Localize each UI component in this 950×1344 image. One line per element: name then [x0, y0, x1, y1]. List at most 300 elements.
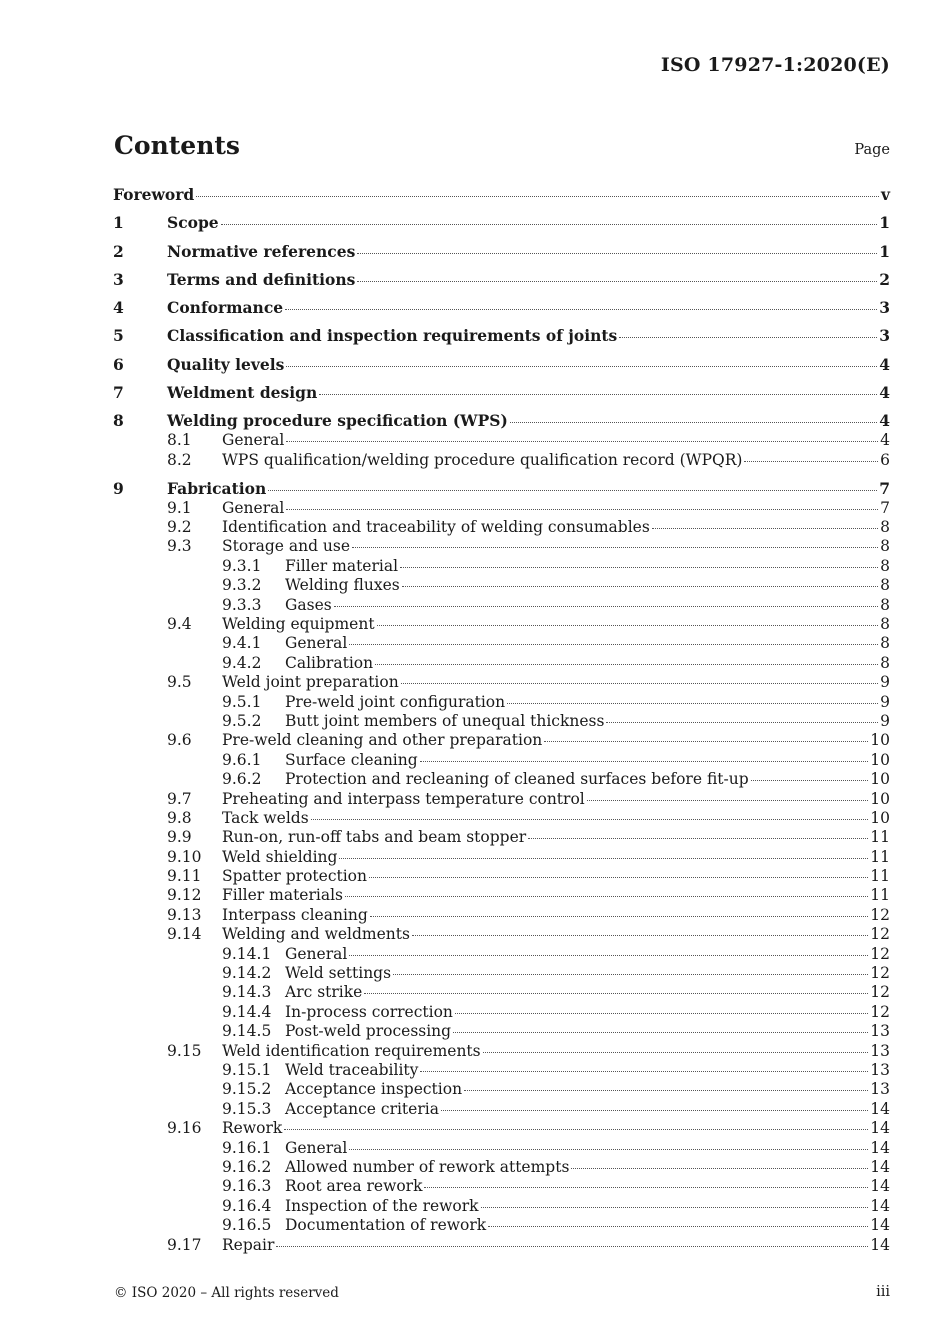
toc-leader-dots: [401, 682, 878, 684]
toc-entry[interactable]: [113, 945, 890, 964]
toc-entry[interactable]: [113, 925, 890, 944]
toc-entry-number: 9.11: [167, 867, 202, 886]
toc-entry-line: [222, 1236, 890, 1254]
toc-entry-line: [222, 537, 890, 555]
toc-entry-title: Gases: [285, 595, 332, 614]
toc-entry-title: Conformance: [167, 298, 284, 318]
toc-entry-title: Post-weld processing: [285, 1022, 452, 1041]
toc-entry-line: [285, 770, 890, 788]
toc-entry-title: Identification and traceability of welding consumables: [222, 518, 650, 537]
toc-entry-page: 11: [870, 847, 890, 866]
toc-entry-number: 4: [113, 298, 124, 318]
toc-leader-dots: [364, 992, 868, 994]
toc-entry-title: Acceptance criteria: [285, 1099, 439, 1118]
toc-entry-line: [167, 213, 890, 232]
toc-entry-number: 5: [113, 326, 124, 346]
toc-entry-page: 8: [880, 615, 890, 633]
toc-entry-page: 14: [870, 1138, 890, 1157]
toc-entry-line: [285, 576, 890, 594]
toc-entry[interactable]: [113, 1139, 890, 1158]
toc-entry[interactable]: [113, 557, 890, 576]
toc-entry-title: Butt joint members of unequal thickness: [285, 711, 605, 730]
toc-entry-line: [222, 673, 890, 691]
toc-entry-number: 9.16.1: [222, 1138, 272, 1157]
toc-entry-page: 12: [870, 1002, 890, 1021]
toc-entry[interactable]: [113, 479, 890, 499]
toc-entry-page: 13: [870, 1022, 890, 1041]
toc-entry[interactable]: [113, 634, 890, 653]
toc-leader-dots: [544, 740, 868, 742]
toc-entry-page: 8: [880, 556, 890, 575]
toc-entry-number: 6: [113, 354, 124, 374]
toc-entry-title: Filler materials: [222, 886, 343, 905]
toc-entry[interactable]: [113, 355, 890, 375]
toc-entry-title: General: [285, 1138, 348, 1157]
toc-entry-page: 14: [870, 1119, 890, 1138]
toc-entry-title: In-process correction: [285, 1002, 453, 1021]
toc-entry[interactable]: [113, 654, 890, 673]
toc-leader-dots: [286, 440, 878, 442]
toc-entry-page: 4: [879, 354, 890, 374]
toc-entry-line: [285, 654, 890, 672]
toc-entry-page: 9: [880, 711, 890, 730]
toc-entry-page: 14: [870, 1216, 890, 1235]
toc-entry[interactable]: [113, 615, 890, 634]
toc-entry-line: [285, 983, 890, 1001]
toc-entry[interactable]: [113, 809, 890, 828]
toc-entry-page: 7: [879, 478, 890, 498]
toc-entry-title: Repair: [222, 1235, 275, 1254]
toc-entry-number: 3: [113, 269, 124, 289]
toc-entry[interactable]: [113, 906, 890, 925]
toc-entry-line: [285, 1216, 890, 1234]
toc-entry-number: 9.6.2: [222, 770, 262, 789]
toc-entry-line: [222, 731, 890, 749]
table-of-contents: [113, 185, 890, 1255]
toc-entry-line: [167, 383, 890, 402]
toc-entry[interactable]: [113, 1003, 890, 1022]
toc-entry[interactable]: [113, 673, 890, 692]
toc-leader-dots: [606, 721, 878, 723]
toc-entry[interactable]: [113, 518, 890, 537]
toc-entry-number: 8.2: [167, 450, 192, 469]
toc-entry-number: 9.14.1: [222, 944, 272, 963]
toc-entry-page: 13: [870, 1060, 890, 1079]
toc-entry[interactable]: [113, 1177, 890, 1196]
toc-leader-dots: [285, 308, 877, 310]
toc-entry-line: [285, 634, 890, 652]
toc-leader-dots: [464, 1089, 868, 1091]
toc-entry-number: 9.12: [167, 886, 202, 905]
toc-entry-page: 10: [870, 731, 890, 750]
toc-leader-dots: [319, 393, 877, 395]
toc-leader-dots: [751, 779, 869, 781]
toc-entry[interactable]: [113, 596, 890, 615]
toc-entry-number: 8: [113, 411, 124, 431]
toc-entry[interactable]: [113, 1061, 890, 1080]
toc-entry-page: 10: [870, 770, 890, 789]
toc-entry-title: General: [222, 498, 285, 517]
toc-entry-number: 1: [113, 213, 124, 233]
toc-leader-dots: [510, 421, 877, 423]
toc-entry-line: [285, 1022, 890, 1040]
toc-entry[interactable]: [113, 576, 890, 595]
toc-leader-dots: [349, 1148, 868, 1150]
toc-leader-dots: [286, 508, 878, 510]
toc-entry-title: Weld settings: [285, 964, 392, 983]
toc-entry-number: 9.8: [167, 808, 192, 827]
toc-entry-line: [285, 557, 890, 575]
toc-entry-line: [222, 451, 890, 469]
toc-entry[interactable]: [113, 1042, 890, 1061]
toc-entry-page: 8: [880, 595, 890, 614]
toc-entry-number: 9.7: [167, 789, 192, 808]
toc-leader-dots: [587, 799, 869, 801]
toc-leader-dots: [420, 760, 869, 762]
toc-entry-page: 8: [880, 518, 890, 537]
toc-entry-page: 14: [870, 1177, 890, 1196]
toc-leader-dots: [412, 934, 868, 936]
toc-leader-dots: [455, 1012, 868, 1014]
toc-entry-page: 11: [870, 828, 890, 847]
doc-id: ISO 17927-1:2020(E): [660, 54, 890, 76]
toc-entry-number: 9.3.2: [222, 576, 262, 595]
toc-entry[interactable]: [113, 537, 890, 556]
toc-entry-page: 10: [870, 750, 890, 769]
toc-entry-number: 9.2: [167, 518, 192, 537]
toc-entry-line: [167, 298, 890, 317]
toc-leader-dots: [441, 1109, 868, 1111]
toc-entry-page: 12: [870, 983, 890, 1002]
toc-entry-title: Acceptance inspection: [285, 1080, 463, 1099]
toc-entry-number: 9.5.2: [222, 711, 262, 730]
toc-entry[interactable]: [113, 326, 890, 346]
toc-entry-title: General: [285, 634, 348, 653]
toc-entry-number: 9.14: [167, 925, 202, 944]
toc-entry-number: 9.3: [167, 537, 192, 556]
toc-entry-title: Root area rework: [285, 1177, 423, 1196]
toc-entry-title: Run-on, run-off tabs and beam stopper: [222, 828, 527, 847]
toc-entry-line: [222, 906, 890, 924]
toc-leader-dots: [352, 546, 878, 548]
toc-entry[interactable]: [113, 1236, 890, 1255]
toc-entry-line: [222, 848, 890, 866]
toc-leader-dots: [349, 643, 878, 645]
toc-entry-title: Terms and definitions: [167, 269, 356, 289]
toc-entry[interactable]: [113, 185, 890, 205]
toc-entry[interactable]: [113, 790, 890, 809]
toc-entry[interactable]: [113, 886, 890, 905]
toc-entry-page: 8: [880, 537, 890, 556]
toc-entry[interactable]: [113, 731, 890, 750]
toc-entry-line: [222, 1119, 890, 1137]
toc-entry[interactable]: [113, 499, 890, 518]
toc-entry-line: [285, 1003, 890, 1021]
toc-entry-number: 9.16.4: [222, 1196, 272, 1215]
toc-entry[interactable]: [113, 298, 890, 318]
toc-entry-title: Scope: [167, 213, 219, 233]
toc-entry-page: 1: [879, 213, 890, 233]
toc-entry-page: 11: [870, 867, 890, 886]
toc-leader-dots: [196, 195, 879, 197]
toc-entry-page: 6: [880, 450, 890, 469]
toc-entry[interactable]: [113, 1022, 890, 1041]
toc-entry-title: Rework: [222, 1119, 283, 1138]
toc-entry-line: [285, 1177, 890, 1195]
toc-leader-dots: [339, 857, 868, 859]
toc-entry-line: [167, 411, 890, 430]
toc-leader-dots: [744, 460, 878, 462]
toc-leader-dots: [276, 1245, 868, 1247]
toc-entry-page: 8: [880, 576, 890, 595]
toc-entry[interactable]: [113, 983, 890, 1002]
toc-entry-title: Quality levels: [167, 354, 285, 374]
toc-entry-page: 4: [879, 411, 890, 431]
toc-entry-line: [285, 1158, 890, 1176]
toc-entry-number: 9.4.2: [222, 653, 262, 672]
toc-entry-line: [167, 479, 890, 498]
toc-entry-number: 9.14.4: [222, 1002, 272, 1021]
page-column-label: Page: [854, 142, 890, 158]
toc-entry[interactable]: [113, 964, 890, 983]
toc-entry-page: 14: [870, 1196, 890, 1215]
toc-entry-line: [222, 615, 890, 633]
toc-entry-page: 12: [870, 905, 890, 924]
toc-entry-page: 14: [870, 1157, 890, 1176]
toc-leader-dots: [528, 837, 868, 839]
toc-leader-dots: [453, 1031, 868, 1033]
toc-entry-line: [285, 964, 890, 982]
toc-entry-number: 9.15: [167, 1041, 202, 1060]
toc-entry-page: 7: [880, 498, 890, 517]
toc-entry-line: [285, 693, 890, 711]
toc-entry-title: Pre-weld cleaning and other preparation: [222, 731, 543, 750]
toc-entry-line: [222, 431, 890, 449]
toc-leader-dots: [488, 1225, 868, 1227]
toc-entry-title: Normative references: [167, 241, 356, 261]
toc-entry[interactable]: [113, 1080, 890, 1099]
toc-entry-line: [167, 355, 890, 374]
toc-entry[interactable]: [113, 270, 890, 290]
toc-leader-dots: [311, 818, 869, 820]
toc-leader-dots: [507, 702, 878, 704]
toc-entry-number: 8.1: [167, 431, 192, 450]
toc-entry-title: Allowed number of rework attempts: [285, 1157, 570, 1176]
toc-entry[interactable]: [113, 411, 890, 431]
toc-entry-title: General: [222, 431, 285, 450]
toc-entry-line: [222, 499, 890, 517]
toc-entry-title: Fabrication: [167, 478, 267, 498]
toc-entry-line: [285, 1139, 890, 1157]
toc-entry-page: 2: [879, 269, 890, 289]
toc-entry-title: Weld joint preparation: [222, 673, 399, 692]
toc-leader-dots: [402, 585, 878, 587]
toc-entry-line: [222, 790, 890, 808]
toc-leader-dots: [375, 663, 878, 665]
toc-entry[interactable]: [113, 213, 890, 233]
toc-entry-number: 9.4.1: [222, 634, 262, 653]
toc-entry-title: Protection and recleaning of cleaned surfaces before fit-up: [285, 770, 749, 789]
toc-entry-title: Welding equipment: [222, 615, 375, 633]
toc-entry-page: 12: [870, 964, 890, 983]
toc-leader-dots: [424, 1186, 868, 1188]
toc-entry-number: 9.9: [167, 828, 192, 847]
toc-entry[interactable]: [113, 848, 890, 867]
toc-entry-title: Welding procedure specification (WPS): [167, 411, 508, 431]
toc-entry-title: Filler material: [285, 556, 399, 575]
toc-entry-page: 12: [870, 925, 890, 944]
toc-entry-line: [285, 596, 890, 614]
toc-leader-dots: [369, 876, 868, 878]
contents-title: Contents: [114, 131, 241, 160]
toc-entry-page: 12: [870, 944, 890, 963]
toc-entry-title: Weldment design: [167, 383, 318, 403]
toc-entry[interactable]: [113, 1197, 890, 1216]
toc-entry-line: [285, 945, 890, 963]
toc-entry-title: Storage and use: [222, 537, 351, 556]
toc-leader-dots: [345, 895, 868, 897]
toc-entry-number: 9.3.3: [222, 595, 262, 614]
toc-entry-page: 4: [880, 431, 890, 450]
toc-entry-number: 9.15.1: [222, 1060, 272, 1079]
toc-entry-title: Surface cleaning: [285, 750, 418, 769]
toc-entry[interactable]: [113, 451, 890, 470]
toc-entry-page: 1: [879, 241, 890, 261]
toc-entry[interactable]: [113, 383, 890, 403]
toc-entry-line: [285, 712, 890, 730]
toc-entry-page: 4: [879, 383, 890, 403]
toc-entry-page: v: [880, 185, 890, 204]
toc-entry-page: 14: [870, 1099, 890, 1118]
toc-entry-page: 14: [870, 1235, 890, 1254]
toc-entry-number: 9: [113, 478, 124, 498]
toc-entry-number: 9.6.1: [222, 750, 262, 769]
toc-leader-dots: [400, 566, 878, 568]
toc-entry-title: Arc strike: [285, 983, 363, 1002]
toc-entry-page: 3: [879, 326, 890, 346]
toc-entry[interactable]: [113, 828, 890, 847]
toc-entry-line: [222, 518, 890, 536]
toc-entry-line: [285, 1100, 890, 1118]
toc-entry[interactable]: [113, 693, 890, 712]
toc-leader-dots: [420, 1070, 868, 1072]
toc-entry-number: 9.16.5: [222, 1216, 272, 1235]
toc-leader-dots: [334, 605, 878, 607]
toc-leader-dots: [268, 489, 877, 491]
toc-leader-dots: [370, 915, 868, 917]
toc-entry-page: 3: [879, 298, 890, 318]
toc-entry-number: 9.14.2: [222, 964, 272, 983]
toc-entry-title: Classification and inspection requirements of joints: [167, 326, 618, 346]
toc-entry-title: Pre-weld joint configuration: [285, 692, 506, 711]
toc-entry-number: 9.4: [167, 615, 192, 633]
toc-leader-dots: [571, 1167, 868, 1169]
toc-entry-title: Spatter protection: [222, 867, 367, 886]
footer-page-number: iii: [876, 1284, 890, 1300]
toc-entry-title: Preheating and interpass temperature control: [222, 789, 585, 808]
toc-entry-line: [222, 867, 890, 885]
toc-entry-line: [113, 185, 890, 204]
toc-entry-line: [167, 242, 890, 261]
toc-leader-dots: [284, 1128, 868, 1130]
toc-entry[interactable]: [113, 770, 890, 789]
toc-entry-title: Foreword: [113, 185, 195, 204]
toc-entry-number: 9.10: [167, 847, 202, 866]
toc-entry-number: 9.17: [167, 1235, 202, 1254]
toc-entry-line: [167, 326, 890, 345]
toc-leader-dots: [483, 1051, 869, 1053]
toc-entry-title: Documentation of rework: [285, 1216, 487, 1235]
toc-entry-number: 9.6: [167, 731, 192, 750]
toc-entry-line: [222, 809, 890, 827]
toc-entry-line: [285, 751, 890, 769]
toc-leader-dots: [619, 336, 877, 338]
toc-entry[interactable]: [113, 1100, 890, 1119]
toc-entry[interactable]: [113, 712, 890, 731]
toc-entry[interactable]: [113, 1119, 890, 1138]
toc-entry-line: [222, 925, 890, 943]
toc-entry-page: 10: [870, 789, 890, 808]
toc-leader-dots: [221, 223, 878, 225]
toc-entry-number: 9.13: [167, 905, 202, 924]
toc-entry-line: [285, 1080, 890, 1098]
toc-entry-title: Weld traceability: [285, 1060, 419, 1079]
toc-entry-page: 9: [880, 692, 890, 711]
toc-entry-page: 9: [880, 673, 890, 692]
toc-entry-line: [167, 270, 890, 289]
toc-entry-number: 9.16.3: [222, 1177, 272, 1196]
toc-leader-dots: [286, 365, 877, 367]
toc-entry-line: [222, 1042, 890, 1060]
toc-entry-title: WPS qualification/welding procedure qualification record (WPQR): [222, 450, 743, 469]
toc-leader-dots: [377, 624, 879, 626]
toc-entry-number: 9.14.3: [222, 983, 272, 1002]
toc-entry-number: 9.16: [167, 1119, 202, 1138]
toc-entry-number: 9.16.2: [222, 1157, 272, 1176]
toc-entry-page: 13: [870, 1080, 890, 1099]
toc-entry-title: Calibration: [285, 653, 374, 672]
toc-entry-number: 9.14.5: [222, 1022, 272, 1041]
toc-entry[interactable]: [113, 867, 890, 886]
toc-entry-number: 9.5: [167, 673, 192, 692]
toc-entry[interactable]: [113, 751, 890, 770]
toc-entry-title: Welding and weldments: [222, 925, 410, 944]
toc-entry-page: 11: [870, 886, 890, 905]
toc-entry-page: 8: [880, 653, 890, 672]
toc-entry-title: Welding fluxes: [285, 576, 400, 595]
toc-entry-title: Interpass cleaning: [222, 905, 368, 924]
toc-entry-page: 8: [880, 634, 890, 653]
toc-entry-number: 9.3.1: [222, 556, 262, 575]
toc-entry[interactable]: [113, 431, 890, 450]
toc-entry-line: [222, 828, 890, 846]
toc-entry-line: [285, 1061, 890, 1079]
toc-entry-line: [285, 1197, 890, 1215]
toc-entry-number: 7: [113, 383, 124, 403]
toc-entry-title: General: [285, 944, 348, 963]
toc-entry[interactable]: [113, 1216, 890, 1235]
toc-entry-line: [222, 886, 890, 904]
toc-entry[interactable]: [113, 1158, 890, 1177]
toc-entry-title: Weld shielding: [222, 847, 338, 866]
toc-leader-dots: [652, 527, 878, 529]
toc-entry[interactable]: [113, 242, 890, 262]
toc-entry-number: 9.5.1: [222, 692, 262, 711]
toc-entry-title: Tack welds: [222, 808, 309, 827]
toc-entry-number: 2: [113, 241, 124, 261]
toc-leader-dots: [393, 973, 868, 975]
toc-leader-dots: [349, 954, 868, 956]
